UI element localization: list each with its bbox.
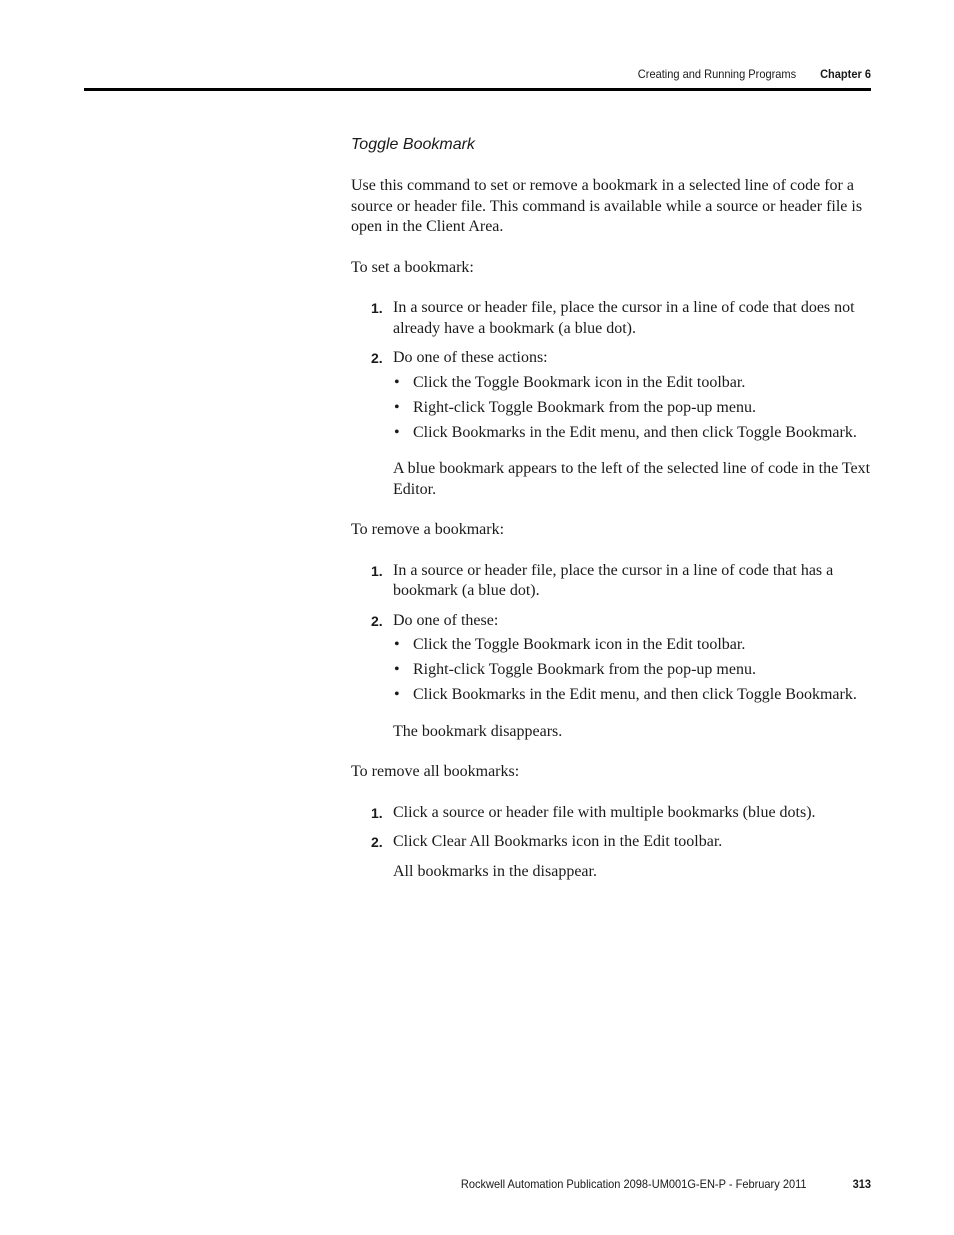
step-text: Do one of these: bbox=[393, 611, 499, 629]
step-text: In a source or header file, place the cursor in a line of code that does not already have a bookmark (a blue dot). bbox=[393, 299, 855, 337]
header-rule bbox=[84, 88, 871, 91]
step-number: 2. bbox=[371, 612, 383, 629]
main-content bbox=[351, 134, 873, 902]
set-bookmark-lead: To set a bookmark: bbox=[351, 258, 474, 276]
action-bullets bbox=[393, 635, 873, 706]
remove-bookmark-lead: To remove a bookmark: bbox=[351, 521, 505, 538]
step-text: In a source or header file, place the cursor in a line of code that has a bookmark (a blue dot). bbox=[393, 561, 834, 599]
page-number: 313 bbox=[852, 1177, 871, 1191]
bullet-text: Click Bookmarks in the Edit menu, and then click Toggle Bookmark. bbox=[413, 686, 857, 703]
step-number: 2. bbox=[371, 834, 383, 850]
step-number: 1. bbox=[371, 804, 383, 821]
bullet-text: Click the Toggle Bookmark icon in the Edit toolbar. bbox=[413, 373, 746, 391]
action-bullets bbox=[393, 373, 873, 444]
bullet-icon: • bbox=[394, 423, 400, 441]
page-footer bbox=[70, 1176, 871, 1192]
list-item bbox=[351, 803, 873, 824]
chapter-number: Chapter 6 bbox=[820, 67, 871, 81]
section-title: Toggle Bookmark bbox=[351, 136, 475, 153]
page-header bbox=[70, 66, 871, 82]
bullet-icon: • bbox=[394, 686, 400, 703]
step-text: Click a source or header file with multiple bookmarks (blue dots). bbox=[393, 803, 816, 821]
bullet-text: Click the Toggle Bookmark icon in the Edit toolbar. bbox=[413, 636, 746, 653]
bullet-icon: • bbox=[394, 661, 400, 678]
list-item bbox=[351, 611, 873, 706]
intro-paragraph: Use this command to set or remove a bookmark in a selected line of code for a source or header file. This command is available while a source or header file is open in the Client Area. bbox=[351, 177, 863, 235]
bullet-item bbox=[393, 660, 873, 681]
step-number: 1. bbox=[371, 300, 383, 316]
bullet-item bbox=[393, 685, 873, 706]
step-text: Click Clear All Bookmarks icon in the Edit toolbar. bbox=[393, 833, 723, 850]
bullet-icon: • bbox=[394, 398, 400, 416]
remove-bookmark-steps bbox=[351, 561, 873, 706]
remove-all-lead: To remove all bookmarks: bbox=[351, 763, 520, 780]
remove-all-steps bbox=[351, 803, 873, 853]
list-item bbox=[351, 561, 873, 602]
list-item bbox=[351, 832, 873, 853]
publication-info: Rockwell Automation Publication 2098-UM001G-EN-P - February 2011 bbox=[460, 1177, 807, 1191]
bullet-item bbox=[393, 635, 873, 656]
bullet-item bbox=[393, 398, 873, 419]
bullet-text: Click Bookmarks in the Edit menu, and then click Toggle Bookmark. bbox=[413, 423, 857, 441]
step-text: Do one of these actions: bbox=[393, 349, 548, 366]
bullet-item bbox=[393, 373, 873, 394]
remove-all-result: All bookmarks in the disappear. bbox=[393, 862, 597, 880]
step-number: 2. bbox=[371, 350, 383, 366]
set-bookmark-steps bbox=[351, 298, 873, 443]
step-number: 1. bbox=[371, 562, 383, 579]
set-bookmark-result: A blue bookmark appears to the left of the selected line of code in the Text Editor. bbox=[393, 460, 871, 498]
bullet-item bbox=[393, 423, 873, 444]
bullet-text: Right-click Toggle Bookmark from the pop-up menu. bbox=[413, 398, 756, 416]
bullet-icon: • bbox=[394, 636, 400, 653]
list-item bbox=[351, 298, 873, 339]
chapter-title: Creating and Running Programs bbox=[637, 67, 797, 81]
bullet-icon: • bbox=[394, 373, 400, 391]
remove-bookmark-result: The bookmark disappears. bbox=[393, 722, 563, 740]
bullet-text: Right-click Toggle Bookmark from the pop-up menu. bbox=[413, 661, 756, 678]
list-item bbox=[351, 348, 873, 443]
